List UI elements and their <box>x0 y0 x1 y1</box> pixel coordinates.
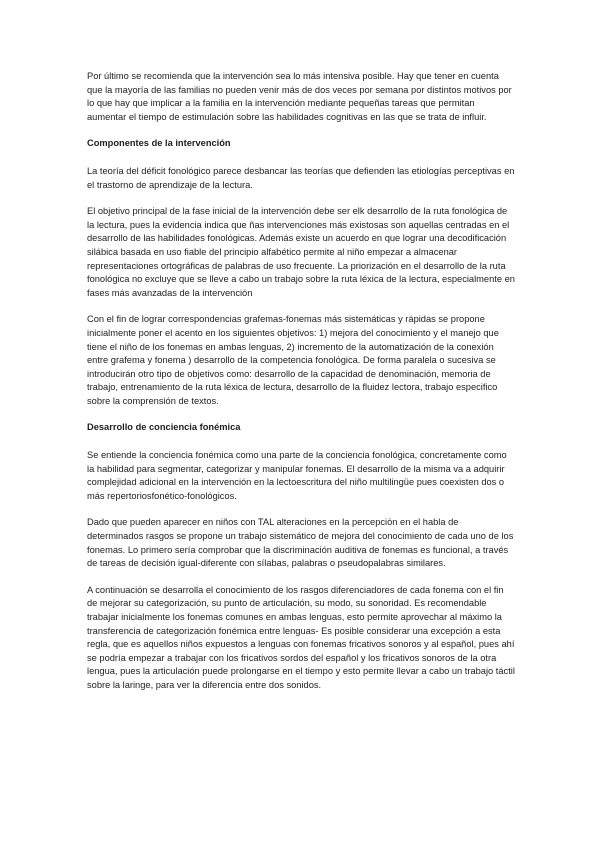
paragraph-main-objective: El objetivo principal de la fase inicial de la intervención debe ser elk desarrollo de la ruta fonológica de la lectura, pues la evidencia indica que ñas intervenciones más existosas son aquellas centradas en el desarrollo de las habilidades fonológicas. Además existe un acuerdo en que lograr una decodificación silábica basada en uso fiable del principio alfabético permite al niño empezar a almacenar representaciones ortográficas de palabras de uso frecuente. La priorización en el desarrollo de la ruta fonológica no excluye que se lleve a cabo un trabajo sobre la ruta léxica de la lectura, especialmente en fases más avanzadas de la intervención <box>87 206 515 298</box>
paragraph-intensity: Por último se recomienda que la intervención sea lo más intensiva posible. Hay que tener en cuenta que la mayoría de las familias no pueden venir más de dos veces por semana por distintos motivos por lo que hay que implicar a la familia en la intervención mediante pequeñas tareas que permitan aumentar el tiempo de estimulación sobre las habilidades cognitivas en las que se trata de influir. <box>87 71 512 122</box>
paragraph-phonemic-definition: Se entiende la conciencia fonémica como una parte de la conciencia fonológica, concretamente como la habilidad para segmentar, categorizar y manipular fonemas. El desarrollo de la misma va a adquirir complejidad adicional en la intervención en la lectoescritura del niño multilingüe pues coexisten dos o más repertoriosfonético-fonológicos. <box>87 450 507 501</box>
section-heading-phonemic-awareness: Desarrollo de conciencia fonémica <box>87 422 241 433</box>
paragraph-phonological-theory: La teoría del déficit fonológico parece desbancar las teorías que defienden las etiologías perceptivas en el trastorno de aprendizaje de la lectura. <box>87 165 515 190</box>
paragraph-perception-work: Dado que pueden aparecer en niños con TAL alteraciones en la percepción en el habla de determinados rasgos se propone un trabajo sistemático de mejora del conocimiento de cada uno de los fonemas. Lo primero sería comprobar que la discriminación auditiva de fonemas es funcional, a través de tareas de decisión igual-diferente con sílabas, palabras o pseudopalabras similares. <box>87 517 514 569</box>
paragraph-objectives-list: Con el fin de lograr correspondencias grafemas-fonemas más sistemáticas y rápidas se propone inicialmente poner el acento en los siguientes objetivos: 1) mejora del conocimiento y el manejo que tiene el niño de los fonemas en ambas lenguas, 2) incremento de la automatización de la conexión entre grafema y fonema ) desarrollo de la competencia fonológica. De forma paralela o sucesiva se introducirán otro tipo de objetivos como: desarrollo de la capacidad de denominación, memoria de trabajo, entrenamiento de la ruta léxica de lectura, desarrollo de la fluidez lectora, trabajo especifico sobre la comprensión de textos. <box>87 314 499 406</box>
document-page <box>87 70 515 706</box>
paragraph-distinctive-features: A continuación se desarrolla el conocimiento de los rasgos diferenciadores de cada fonema con el fin de mejorar su categorización, su punto de articulación, su modo, su sonoridad. Es recomendable trabajar inicialmente los fonemas comunes en ambas lenguas, esto permite aprovechar al máximo la transferencia de categorización fonémica entre lenguas- Es posible considerar una excepción a esta regla, que es aquellos niños expuestos a lenguas con fonemas fricativos sonoros y al español, pues ahí se podría empezar a trabajar con los fricativos sordos del español y los fricativos sonoros de la otra lengua, pues la articulación puede prolongarse en el tiempo y esto permite llevar a cabo un trabajo táctil sobre la laringe, para ver la diferencia entre dos sonidos. <box>87 584 515 690</box>
section-heading-components: Componentes de la intervención <box>87 138 231 149</box>
